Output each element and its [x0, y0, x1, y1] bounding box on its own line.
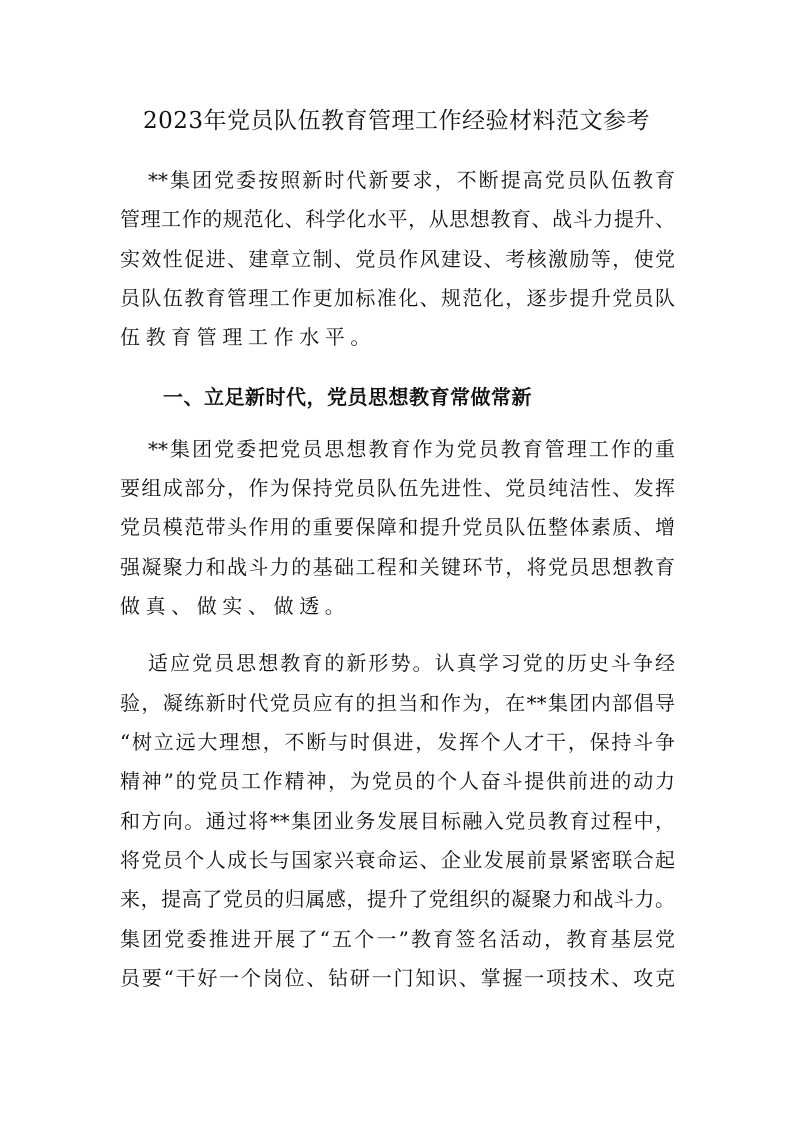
paragraph-line: 将党员个人成长与国家兴衰命运、企业发展前景紧密联合起: [120, 848, 675, 872]
paragraph-line: 来，提高了党员的归属感，提升了党组织的凝聚力和战斗力。: [120, 887, 675, 911]
paragraph-line: 验，凝练新时代党员应有的担当和作为，在**集团内部倡导: [120, 691, 675, 715]
paragraph-line: “树立远大理想，不断与时俱进，发挥个人才干，保持斗争: [120, 730, 675, 754]
paragraph-line: 伍教育管理工作水平。: [120, 325, 376, 349]
paragraph-line: **集团党委按照新时代新要求，不断提高党员队伍教育: [148, 168, 675, 192]
paragraph-line: 适应党员思想教育的新形势。认真学习党的历史斗争经: [148, 651, 675, 675]
paragraph-line: 员要“干好一个岗位、钻研一门知识、掌握一项技术、攻克: [120, 966, 675, 990]
paragraph-line: 集团党委推进开展了“五个一”教育签名活动，教育基层党: [120, 927, 675, 951]
paragraph-line: 强凝聚力和战斗力的基础工程和关键环节，将党员思想教育: [120, 555, 675, 579]
paragraph-line: 精神”的党员工作精神，为党员的个人奋斗提供前进的动力: [120, 769, 675, 793]
paragraph-line: 员队伍教育管理工作更加标准化、规范化，逐步提升党员队: [120, 286, 675, 310]
paragraph-line: 要组成部分，作为保持党员队伍先进性、党员纯洁性、发挥: [120, 476, 675, 500]
paragraph-line: 和方向。通过将**集团业务发展目标融入党员教育过程中，: [120, 809, 675, 833]
paragraph-line: 管理工作的规范化、科学化水平，从思想教育、战斗力提升、: [120, 207, 675, 231]
paragraph-line: **集团党委把党员思想教育作为党员教育管理工作的重: [148, 437, 675, 461]
document-title: 2023年党员队伍教育管理工作经验材料范文参考: [142, 108, 651, 134]
paragraph-line: 做真、做实、做透。: [120, 594, 351, 618]
section-heading: 一、立足新时代，党员思想教育常做常新: [163, 385, 532, 409]
paragraph-line: 党员模范带头作用的重要保障和提升党员队伍整体素质、增: [120, 515, 675, 539]
paragraph-line: 实效性促进、建章立制、党员作风建设、考核激励等，使党: [120, 247, 675, 271]
